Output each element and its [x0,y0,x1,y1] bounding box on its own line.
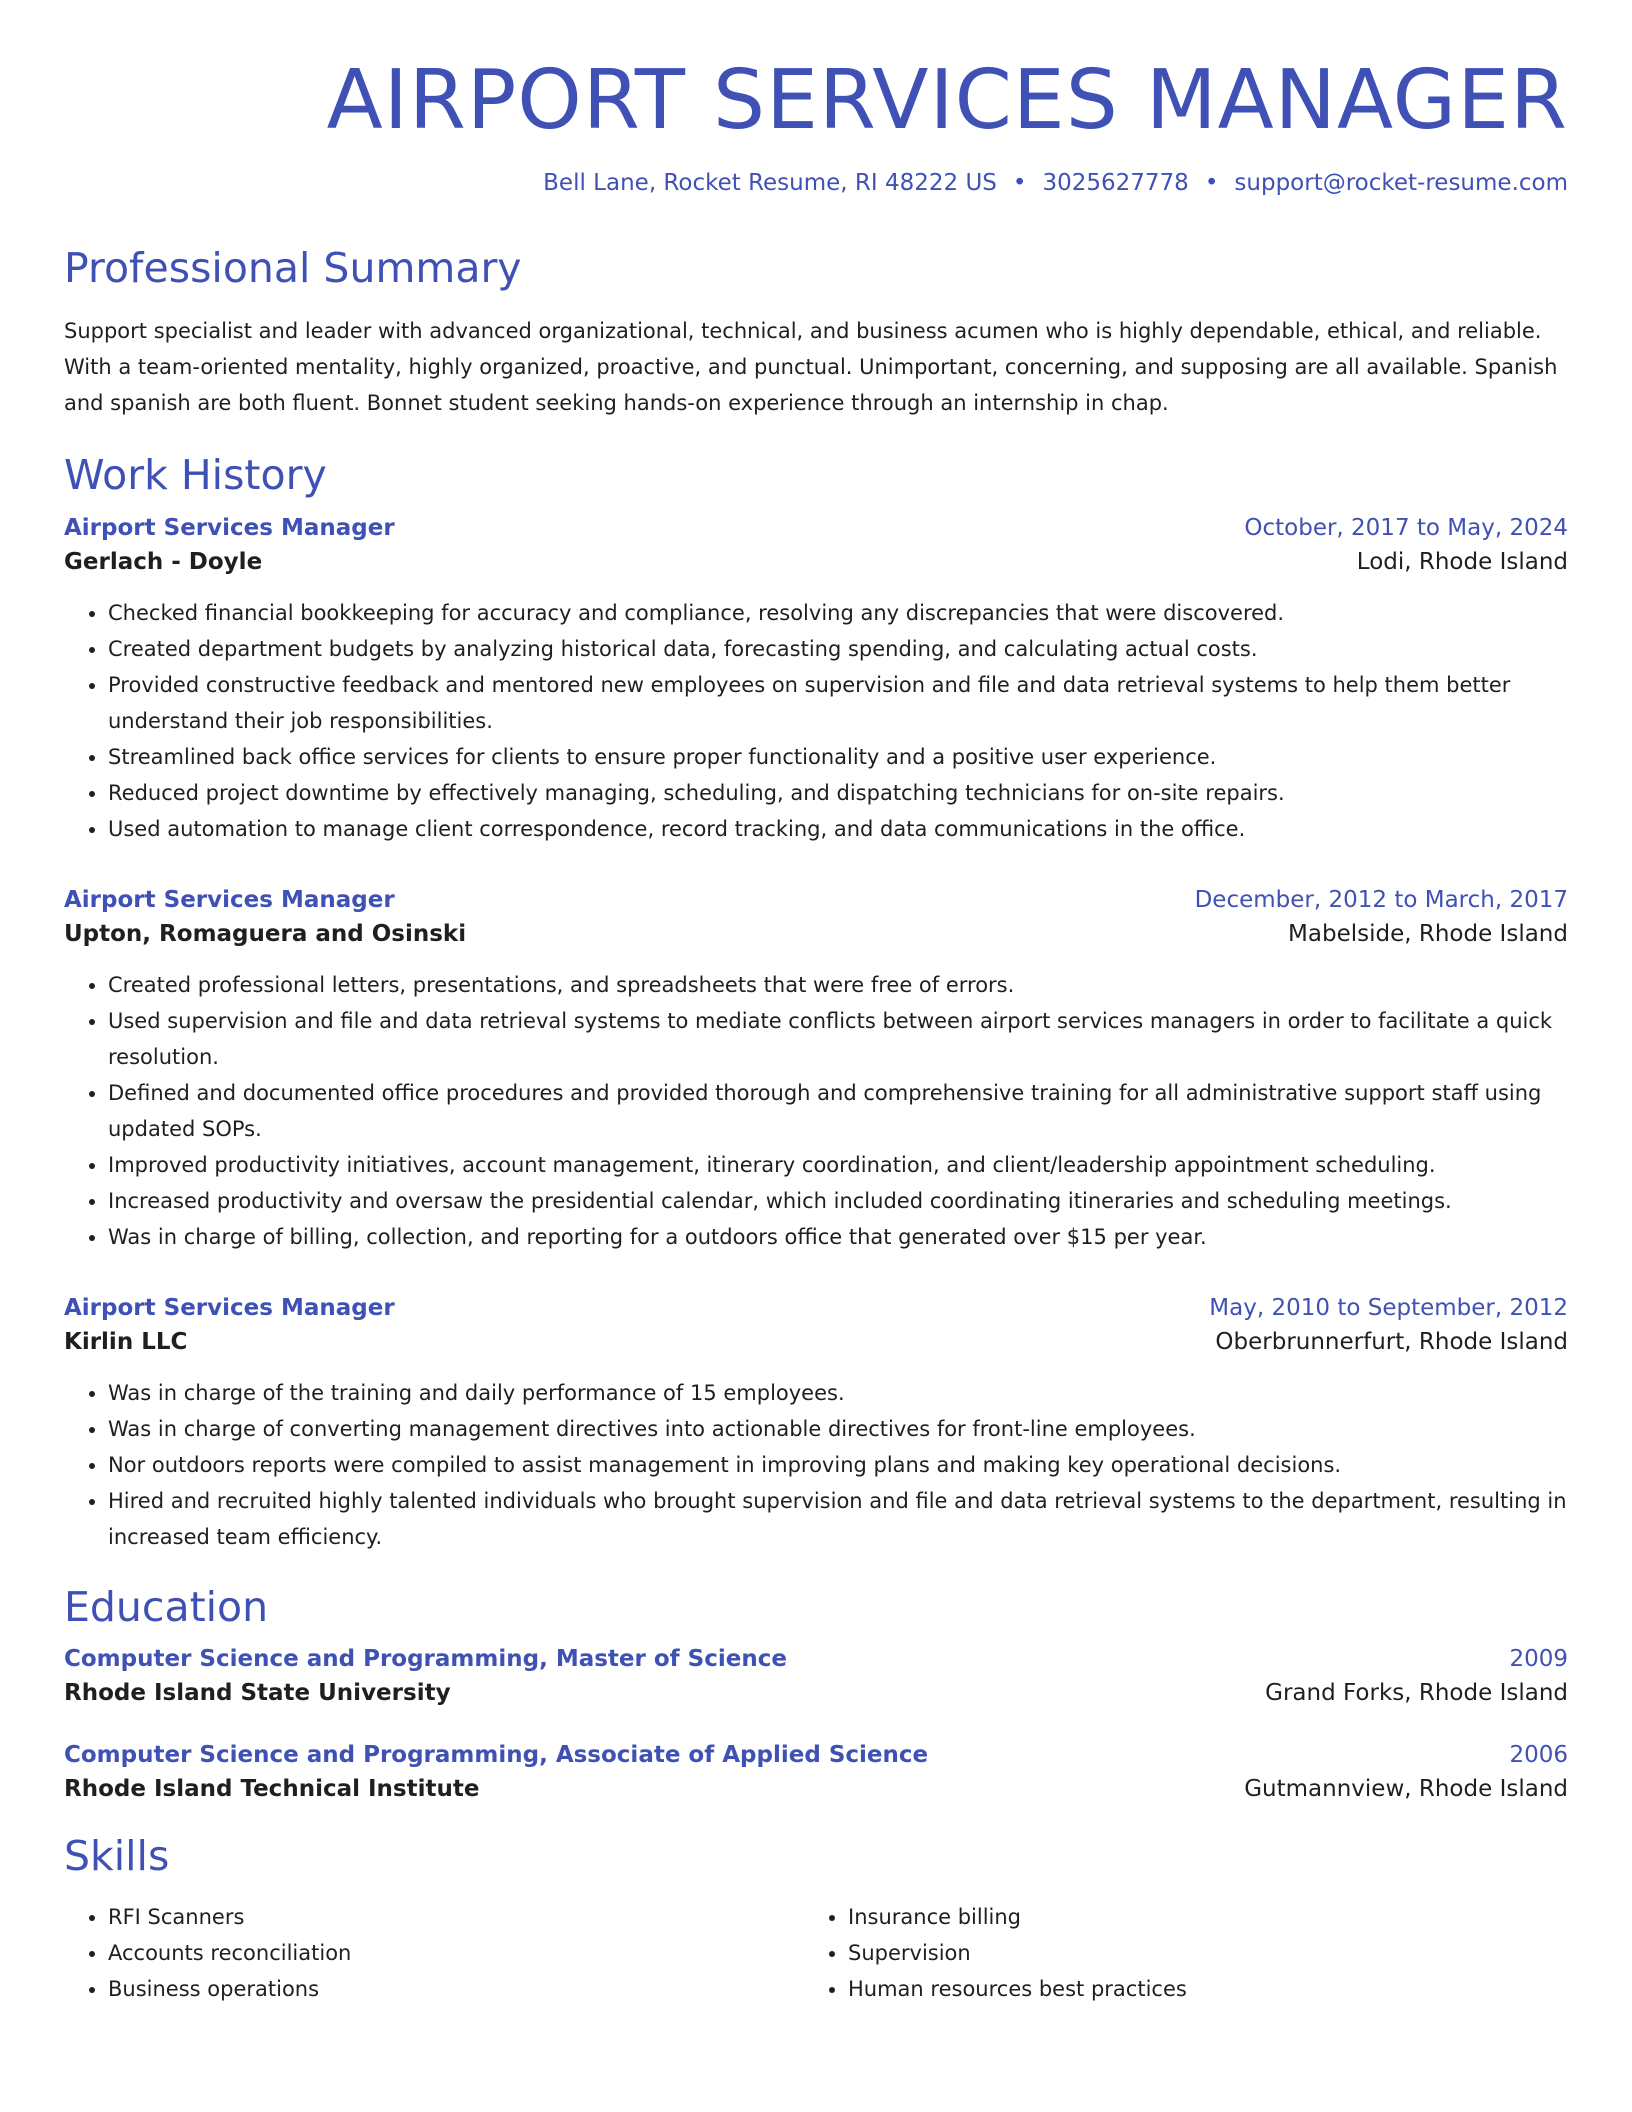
job-location: Oberbrunnerfurt, Rhode Island [1215,1328,1568,1355]
job-bullet-list [64,967,1568,1255]
contact-separator: • [1204,170,1219,197]
job-dates: May, 2010 to September, 2012 [1209,1294,1568,1321]
job-entry [64,887,1568,1255]
job-dates: October, 2017 to May, 2024 [1244,514,1568,541]
work-history-heading: Work History [64,451,327,500]
contact-address: Bell Lane, Rocket Resume, RI 48222 US [543,170,997,197]
summary-text: Support specialist and leader with advanced organizational, technical, and business acumen who is highly dependable, ethical, and reliable. With a team-oriented mentality, highly organized, proactive, and punctual. Unimportant, concerning, and supposing are all available. Spanish and spanish are both fluent. Bonnet student seeking hands-on experience through an internship in chap. [64,319,1558,416]
summary-section [64,244,1568,421]
employer-name: Upton, Romaguera and Osinski [64,920,467,947]
job-location: Lodi, Rhode Island [1356,548,1568,575]
contact-phone[interactable]: 3025627778 [1042,170,1189,197]
contact-separator: • [1012,170,1027,197]
job-title: Airport Services Manager [64,1294,395,1321]
skill-item: • Supervision [848,1935,1544,1971]
summary-heading: Professional Summary [64,244,522,293]
job-bullet: • Created professional letters, presentations, and spreadsheets that were free of errors. [108,967,1568,1003]
job-bullet: • Was in charge of billing, collection, and reporting for a outdoors office that generated over $15 per year. [108,1219,1568,1255]
degree-title: Computer Science and Programming, Master of Science [64,1645,787,1672]
job-bullet: • Hired and recruited highly talented individuals who brought supervision and file and data retrieval systems to the department, resulting in increased team efficiency. [108,1483,1568,1555]
job-bullet: • Reduced project downtime by effectively managing, scheduling, and dispatching technicians for on-site repairs. [108,775,1568,811]
job-bullet-list [64,595,1568,847]
education-section [64,1583,1568,1802]
job-entry [64,1295,1568,1555]
skill-item: • Insurance billing [848,1899,1544,1935]
degree-year: 2009 [1509,1645,1568,1672]
job-dates: December, 2012 to March, 2017 [1194,886,1568,913]
skills-list-left [64,1899,804,2007]
education-heading: Education [64,1582,269,1631]
job-bullet: • Improved productivity initiatives, account management, itinerary coordination, and client/leadership appointment scheduling. [108,1147,1568,1183]
education-entry [64,1646,1568,1706]
job-bullet: • Created department budgets by analyzing historical data, forecasting spending, and calculating actual costs. [108,631,1568,667]
job-title: Airport Services Manager [64,514,395,541]
school-location: Gutmannview, Rhode Island [1244,1775,1568,1802]
contact-email[interactable]: support@rocket-resume.com [1234,170,1568,197]
job-bullet: • Streamlined back office services for clients to ensure proper functionality and a positive user experience. [108,739,1568,775]
education-entry [64,1742,1568,1802]
job-bullet: • Increased productivity and oversaw the presidential calendar, which included coordinating itineraries and scheduling meetings. [108,1183,1568,1219]
degree-year: 2006 [1509,1741,1568,1768]
skill-item: • Human resources best practices [848,1971,1544,2007]
skills-heading: Skills [64,1831,170,1880]
candidate-title: AIRPORT SERVICES MANAGER [326,53,1568,148]
school-name: Rhode Island Technical Institute [64,1775,480,1802]
job-bullet: • Provided constructive feedback and mentored new employees on supervision and file and data retrieval systems to help them better understand their job responsibilities. [108,667,1568,739]
contact-line [64,170,1568,196]
job-bullet-list [64,1375,1568,1555]
employer-name: Kirlin LLC [64,1328,188,1355]
job-bullet: • Defined and documented office procedures and provided thorough and comprehensive training for all administrative support staff using updated SOPs. [108,1075,1568,1147]
job-bullet: • Used automation to manage client correspondence, record tracking, and data communications in the office. [108,811,1568,847]
work-history-section [64,451,1568,1554]
job-bullet: • Was in charge of converting management directives into actionable directives for front-line employees. [108,1411,1568,1447]
resume-header [64,53,1568,197]
skill-item: • Accounts reconciliation [108,1935,804,1971]
job-bullet: • Used supervision and file and data retrieval systems to mediate conflicts between airport services managers in order to facilitate a quick resolution. [108,1003,1568,1075]
job-title: Airport Services Manager [64,886,395,913]
job-entry [64,515,1568,847]
degree-title: Computer Science and Programming, Associate of Applied Science [64,1741,929,1768]
skills-section [64,1832,1568,2007]
job-bullet: • Checked financial bookkeeping for accuracy and compliance, resolving any discrepancies that were discovered. [108,595,1568,631]
job-bullet: • Nor outdoors reports were compiled to assist management in improving plans and making key operational decisions. [108,1447,1568,1483]
employer-name: Gerlach - Doyle [64,548,263,575]
school-location: Grand Forks, Rhode Island [1265,1679,1568,1706]
skill-item: • RFI Scanners [108,1899,804,1935]
job-location: Mabelside, Rhode Island [1288,920,1568,947]
skills-columns [64,1899,1568,2007]
school-name: Rhode Island State University [64,1679,451,1706]
job-bullet: • Was in charge of the training and daily performance of 15 employees. [108,1375,1568,1411]
skill-item: • Business operations [108,1971,804,2007]
skills-list-right [804,1899,1544,2007]
